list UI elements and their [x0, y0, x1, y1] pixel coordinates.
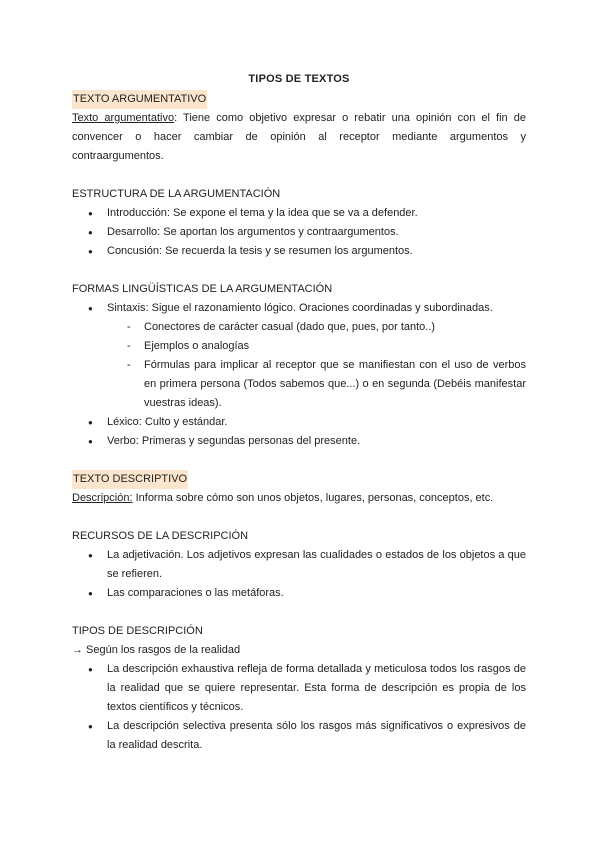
tipos-list: [72, 660, 526, 755]
document-page: [72, 70, 526, 755]
sublist-item: - Conectores de carácter casual (dado que, pues, por tanto..): [72, 318, 526, 337]
list-item: ● Desarrollo: Se aportan los argumentos y contraargumentos.: [72, 223, 526, 242]
definition-text: : Tiene como objetivo expresar o rebatir una opinión con el fin de convencer o hacer cambiar de opinión al receptor mediante argumentos y contraargumentos.: [72, 112, 526, 162]
subheading-tipos: TIPOS DE DESCRIPCIÓN: [72, 625, 203, 637]
list-item-lexico: ● Léxico: Culto y estándar.: [72, 413, 526, 432]
section-heading-argumentativo: [72, 90, 526, 109]
sublist-item: - Ejemplos o analogías: [72, 337, 526, 356]
list-item: ● Introducción: Se expone el tema y la idea que se va a defender.: [72, 204, 526, 223]
list-item-verbo: ● Verbo: Primeras y segundas personas del presente.: [72, 432, 526, 451]
list-item: ● La descripción exhaustiva refleja de forma detallada y meticulosa todos los rasgos de la realidad que se quiere representar. Esta forma de descripción es propia de los textos científicos y técnicos.: [72, 660, 526, 717]
list-item: ● La descripción selectiva presenta sólo los rasgos más significativos o expresivos de la realidad descrita.: [72, 717, 526, 755]
list-item: ● Las comparaciones o las metáforas.: [72, 584, 526, 603]
definition-term: Descripción:: [72, 492, 133, 504]
page-title: TIPOS DE TEXTOS: [248, 73, 350, 85]
subheading-recursos: RECURSOS DE LA DESCRIPCIÓN: [72, 530, 249, 542]
section-heading-descriptivo: [72, 470, 526, 489]
list-item-sintaxis: [72, 299, 526, 413]
highlighted-heading: TEXTO DESCRIPTIVO: [72, 470, 188, 489]
sintaxis-sublist: [72, 318, 526, 413]
list-item: ● La adjetivación. Los adjetivos expresan las cualidades o estados de los objetos a que se refieren.: [72, 546, 526, 584]
definition-term: Texto argumentativo: [72, 112, 175, 124]
definition-text: Informa sobre cómo son unos objetos, lugares, personas, conceptos, etc.: [132, 492, 494, 504]
highlighted-heading: TEXTO ARGUMENTATIVO: [72, 90, 207, 109]
sublist-item: - Fórmulas para implicar al receptor que se manifiestan con el uso de verbos en primera persona (Todos sabemos que...) o en segunda (Debéis manifestar vuestras ideas).: [72, 356, 526, 413]
definition-argumentativo: [72, 109, 526, 166]
sintaxis-text: Sintaxis: Sigue el razonamiento lógico. Oraciones coordinadas y subordinadas.: [107, 302, 493, 314]
list-item: ● Concusión: Se recuerda la tesis y se resumen los argumentos.: [72, 242, 526, 261]
recursos-list: [72, 546, 526, 603]
arrow-line: → Según los rasgos de la realidad: [72, 644, 241, 656]
subheading-estructura: ESTRUCTURA DE LA ARGUMENTACIÓN: [72, 188, 281, 200]
definition-descriptivo: [72, 489, 526, 508]
formas-list: [72, 299, 526, 451]
subheading-formas: FORMAS LINGÜÍSTICAS DE LA ARGUMENTACIÓN: [72, 283, 333, 295]
estructura-list: [72, 204, 526, 261]
